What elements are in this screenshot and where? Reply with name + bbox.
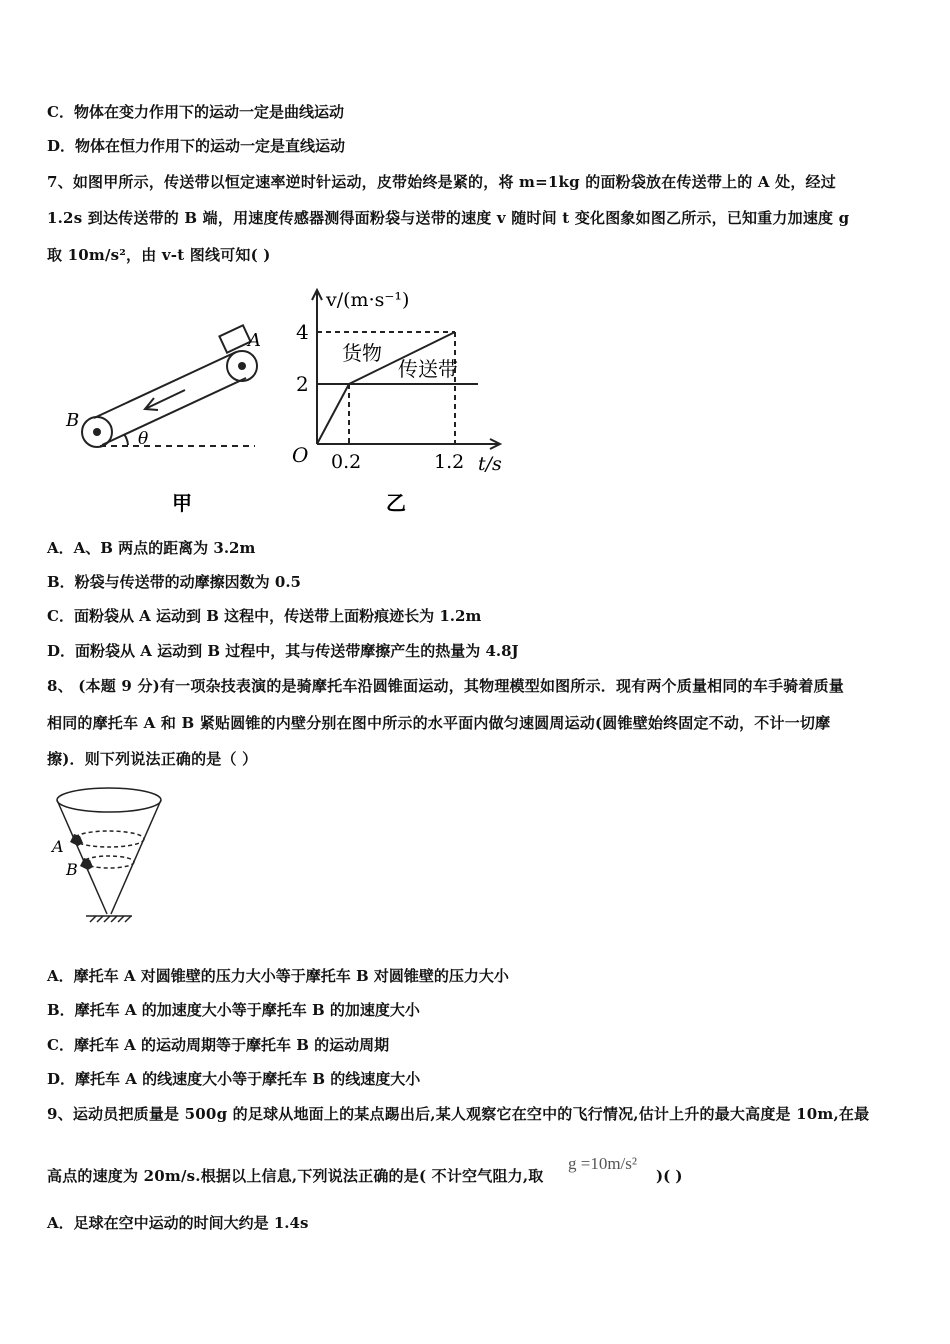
- q9-stem-line-2: 高点的速度为 20m/s.根据以上信息,下列说法正确的是( 不计空气阻力,取: [47, 1167, 544, 1185]
- orbit-a: [74, 831, 144, 847]
- q7-option-b: B．粉袋与传送带的动摩擦因数为 0.5: [47, 573, 301, 591]
- q7-stem-line-1: 7、如图甲所示，传送带以恒定速率逆时针运动，皮带始终是紧的，将 m=1kg 的面粉袋放在传送带上的 A 处，经过: [47, 173, 836, 191]
- goods-velocity-line: [317, 332, 455, 444]
- q8-stem-line-2: 相同的摩托车 A 和 B 紧贴圆锥的内壁分别在图中所示的水平面内做匀速圆周运动(圆锥壁始终固定不动，不计一切摩: [47, 714, 831, 732]
- cone-rim: [57, 788, 161, 812]
- q6-option-c: C．物体在变力作用下的运动一定是曲线运动: [47, 103, 344, 121]
- label-a: A: [52, 837, 64, 856]
- q7-stem-line-2: 1.2s 到达传送带的 B 端，用速度传感器测得面粉袋与送带的速度 v 随时间 t 变化图象如图乙所示，已知重力加速度 g: [47, 209, 850, 227]
- y-axis-label: v/(m·s⁻¹): [326, 289, 410, 311]
- gravity-value: g =10m/s²: [568, 1154, 637, 1173]
- theta-arc: [124, 434, 128, 445]
- q9-stem-line-1: 9、运动员把质量是 500g 的足球从地面上的某点踢出后,某人观察它在空中的飞行情况,估计上升的最大高度是 10m,在最: [47, 1105, 870, 1123]
- label-b: B: [66, 410, 80, 431]
- label-goods: 货物: [342, 341, 382, 365]
- q7-option-a: A．A、B 两点的距离为 3.2m: [47, 539, 256, 557]
- cone-right-wall: [111, 800, 161, 914]
- conveyor-belt-figure: [60, 318, 270, 518]
- cone-figure: [44, 780, 174, 930]
- belt-top-edge: [94, 352, 236, 418]
- caption-jia: 甲: [172, 491, 192, 515]
- q8-stem-line-3: 擦)．则下列说法正确的是（ ）: [47, 750, 258, 768]
- q8-option-c: C．摩托车 A 的运动周期等于摩托车 B 的运动周期: [47, 1036, 390, 1054]
- q7-option-d: D．面粉袋从 A 运动到 B 过程中，其与传送带摩擦产生的热量为 4.8J: [47, 642, 519, 660]
- x-axis-label: t/s: [478, 453, 502, 475]
- caption-yi: 乙: [386, 491, 406, 515]
- q8-option-a: A．摩托车 A 对圆锥壁的压力大小等于摩托车 B 对圆锥壁的压力大小: [47, 967, 509, 985]
- q8-stem-line-1: 8、 (本题 9 分)有一项杂技表演的是骑摩托车沿圆锥面运动，其物理模型如图所示．现有两个质量相同的车手骑着质量: [47, 677, 844, 695]
- tick-0-2: 0.2: [331, 451, 362, 473]
- tick-4: 4: [296, 320, 309, 344]
- q7-stem-line-3: 取 10m/s²，由 v-t 图线可知( ): [47, 246, 271, 264]
- label-belt: 传送带: [398, 357, 458, 381]
- lower-pulley-axle: [93, 428, 101, 436]
- motorcycle-b: [80, 858, 93, 870]
- q8-option-b: B．摩托车 A 的加速度大小等于摩托车 B 的加速度大小: [47, 1001, 420, 1019]
- vt-graph-figure: [282, 280, 522, 520]
- q9-stem-line-2-end: )( ): [656, 1167, 683, 1185]
- belt-direction-arrow: [145, 390, 185, 409]
- upper-pulley-axle: [238, 362, 246, 370]
- tick-2: 2: [296, 372, 309, 396]
- q6-option-d: D．物体在恒力作用下的运动一定是直线运动: [47, 137, 346, 155]
- q8-option-d: D．摩托车 A 的线速度大小等于摩托车 B 的线速度大小: [47, 1070, 421, 1088]
- label-b: B: [66, 860, 78, 879]
- flour-bag-block: [219, 325, 250, 352]
- label-a: A: [248, 330, 261, 351]
- label-theta: θ: [138, 429, 149, 449]
- tick-1-2: 1.2: [434, 451, 465, 473]
- origin-label: O: [292, 443, 309, 467]
- q7-option-c: C．面粉袋从 A 运动到 B 这程中，传送带上面粉痕迹长为 1.2m: [47, 607, 482, 625]
- q9-option-a: A．足球在空中运动的时间大约是 1.4s: [47, 1214, 309, 1232]
